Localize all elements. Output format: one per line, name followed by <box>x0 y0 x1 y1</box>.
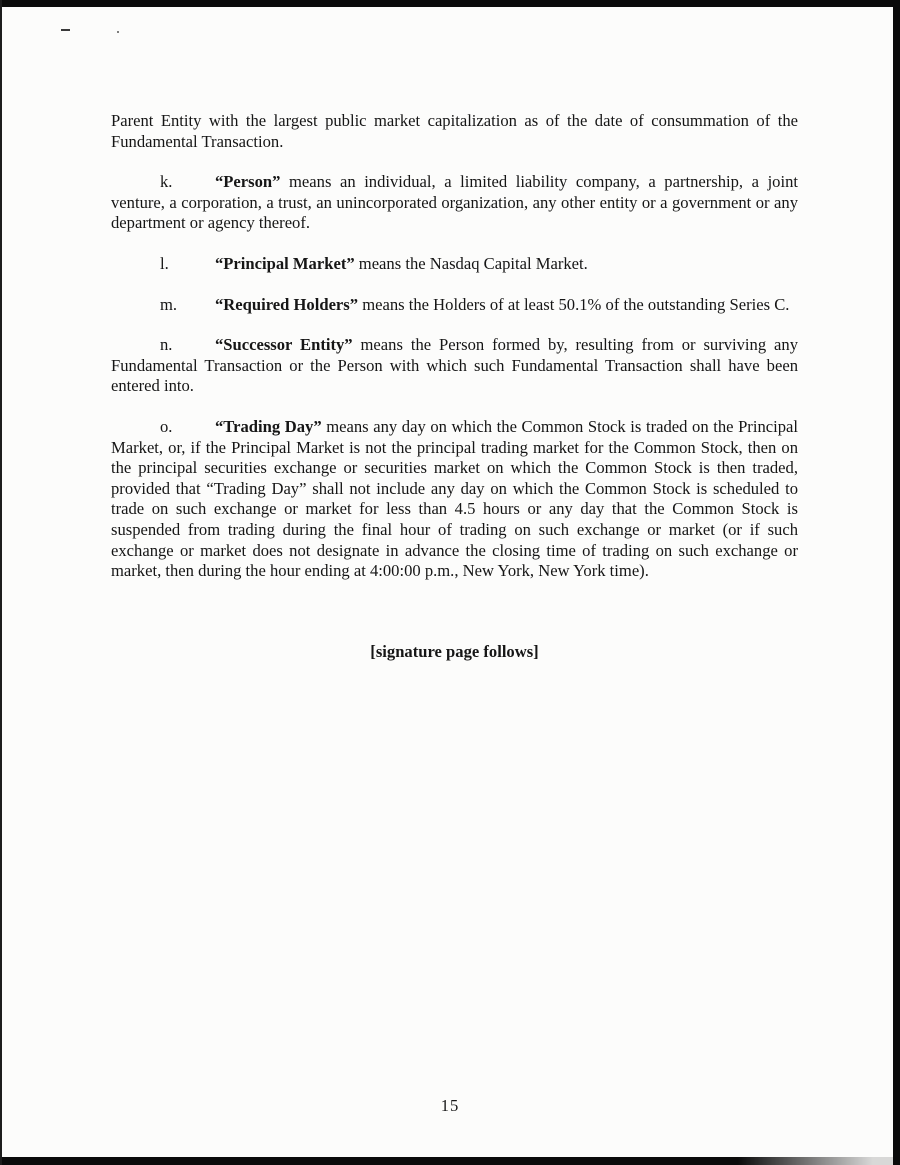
definition-letter-o: o. <box>160 416 173 436</box>
definition-letter-n: n. <box>160 335 173 355</box>
definition-paragraph-m <box>111 295 798 316</box>
scan-border-top <box>0 0 900 7</box>
definition-letter-m: m. <box>160 294 178 314</box>
definition-paragraph-o <box>111 417 798 582</box>
definition-text-k: means an individual, a limited liability company, a partnership, a joint venture, a corporation, a trust, an unincorporated organization, any other entity or a government or any department or agency thereof. <box>111 172 798 233</box>
scan-artifact-dot <box>117 31 119 33</box>
scan-border-right <box>893 0 900 1165</box>
definition-text-n: means the Person formed by, resulting from or surviving any Fundamental Transaction or the Person with which such Fundamental Transaction shall have been entered into. <box>111 335 799 396</box>
definition-letter-k: k. <box>160 172 173 192</box>
defined-term-required-holders: “Required Holders” <box>215 294 359 314</box>
definition-paragraph-n <box>111 335 798 397</box>
definition-text-m: means the Holders of at least 50.1% of the outstanding Series C. <box>358 294 790 314</box>
definition-paragraph-k <box>111 172 798 234</box>
scan-border-left <box>0 0 2 1165</box>
definition-letter-l: l. <box>160 253 169 273</box>
definition-text-o: means any day on which the Common Stock is traded on the Principal Market, or, if the Principal Market is not the principal trading market for the Common Stock, then on the principal securities exchange or securities market on which the Common Stock is then traded, provided that “Trading Day” shall not include any day on which the Common Stock is scheduled to trade on such exchange or market for less than 4.5 hours or any day that the Common Stock is suspended from trading during the final hour of trading on such exchange or market (or if such exchange or market does not designate in advance the closing time of trading on such exchange or market, then during the hour ending at 4:00:00 p.m., New York, New York time). <box>111 416 798 581</box>
defined-term-successor-entity: “Successor Entity” <box>215 335 353 355</box>
intro-paragraph: Parent Entity with the largest public market capitalization as of the date of consummation of the Fundamental Transaction. <box>111 111 798 151</box>
scan-artifact-dash <box>61 29 70 31</box>
scan-border-bottom <box>0 1157 900 1165</box>
defined-term-person: “Person” <box>215 172 281 192</box>
defined-term-trading-day: “Trading Day” <box>215 416 322 436</box>
defined-term-principal-market: “Principal Market” <box>215 253 355 273</box>
signature-page-note: [signature page follows] <box>370 641 539 661</box>
definition-text-l: means the Nasdaq Capital Market. <box>354 253 588 273</box>
page-number: 15 <box>440 1096 460 1115</box>
definition-paragraph-l <box>111 254 798 275</box>
document-body <box>111 111 798 662</box>
